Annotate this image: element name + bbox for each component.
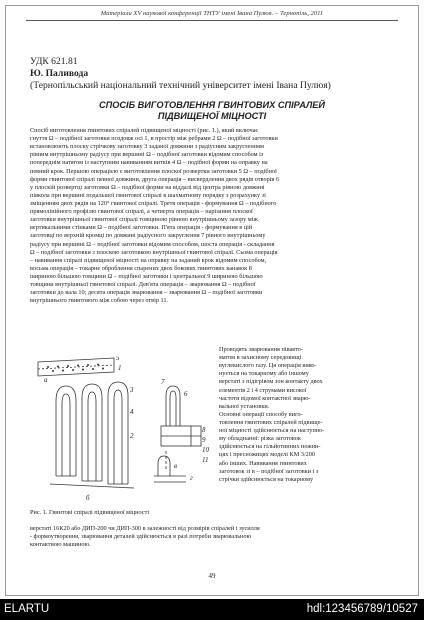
right-column-text (219, 346, 392, 484)
column-line: стрічки здійснюється на токарному (219, 475, 314, 483)
column-line: вальної установки. (219, 402, 270, 410)
running-header: Матеріали XV наукової конференції ТНТУ імені Івана Пулюя. – Тернопіль, 2011 (100, 10, 324, 17)
figure-panel-b (50, 382, 134, 488)
body-line: – навивання спіралі підвищеної міцності на оправку на заданий крок відомим способом, (30, 256, 267, 264)
article-title (36, 100, 388, 122)
body-line: гнуття Ω – подібної заготовки поздовж осі 1, в простір між ребрами 2 Ω – подібної заготовки (30, 135, 278, 143)
body-line: шириною більшою товщини Ω – подібної заготовки і центральної 9 шириною більшою (30, 272, 263, 280)
column-line: елементів 2 і 4 струмами високої (219, 386, 307, 394)
column-line: здійснюється на гільйотинних ножни- (219, 443, 321, 451)
author-affiliation: (Тернопільський національний технічний університет імені Івана Пулюя) (30, 80, 331, 91)
body-line: попереднім натягом із наступним навиванням витків 4 Ω – подібної форми на оправку на (30, 159, 268, 167)
body-line: прямолінійного профілю гвинтової спіралі, а четверта операція – нарізання плоскої (30, 208, 253, 216)
body-line: заготовці по верхній кромці по довжині радіусного закруглення 7 рівного внутрішньому (30, 232, 266, 240)
header-rule (26, 20, 398, 21)
body-line: зміщенням двох рядів на 120° гвинтової спіралі. Третя операція - формування Ω – подібного (30, 199, 277, 207)
column-line: вуглекислого газу. Ця операція вико- (219, 362, 317, 370)
title-line-1: СПОСІБ ВИГОТОВЛЕННЯ ГВИНТОВИХ СПІРАЛЕЙ (99, 100, 325, 110)
fig-label-7: 7 (161, 378, 165, 386)
column-line: матом в захисному середовищі (219, 354, 302, 362)
column-line: Основні операції способу виго- (219, 410, 303, 418)
body-text (30, 127, 392, 305)
figure-panel-a (38, 358, 114, 376)
title-line-2: ПІДВИЩЕНОЇ МІЦНОСТІ (157, 111, 267, 121)
body-line: внутрішнього гвинтового між собою через отвір 11. (30, 297, 169, 305)
page-number: 49 (208, 572, 216, 580)
fig-label-1: 1 (118, 364, 122, 372)
fig-label-b: б (86, 494, 90, 502)
column-line: заготовок зі в – подібної заготовки і з (219, 467, 319, 475)
body-line: певний крок. Першою операцією є виготовлення плоскої розвертки заготовки 5 Ω – подібної (30, 167, 277, 175)
closing-text (30, 525, 392, 549)
fig-label-2: 2 (130, 432, 134, 440)
footer-repository-name: ELARTU (4, 603, 50, 615)
body-line: восьма операція – токарне оброблення спарених двох бокових гвинтових канавок 8 (30, 264, 252, 272)
column-line: або інших. Навивання гвинтових (219, 459, 307, 467)
body-line: Ω – подібної заготовки з плоскою заготовкою внутрішньої гвинтової спіралі. Сьома операція (30, 248, 278, 256)
fig-label-5: 5 (116, 356, 120, 362)
column-line: Проводять зварювання півавто- (219, 346, 303, 353)
fig-label-6: 6 (184, 390, 188, 398)
caption-line: Рис. 1. Гвинтові спіралі підвищеної міцності (30, 509, 150, 516)
udc-code: УДК 621.81 (30, 56, 78, 67)
body-line: заготовки до вала 10; десята операція зварювання – зварювання Ω – подібної заготовки (30, 289, 263, 297)
body-line: рівним внутрішньому радіусу при вершині Ω – подібної заготовки відомим способом із (30, 151, 264, 159)
author-name: Ю. Паливода (30, 68, 89, 79)
column-line: нується на токарному або іншому (219, 370, 309, 378)
body-line: у плоскій розвертці заготовки Ω – подібної форми на віддалі від центра рівною довжині (30, 183, 265, 191)
column-line: ної міцності здійснюється на наступно- (219, 427, 325, 435)
column-line: частоти відомої контактної зварю- (219, 394, 311, 402)
closing-line: контактною машиною. (30, 541, 91, 549)
repository-footer (0, 599, 424, 620)
fig-label-c: в (174, 462, 178, 470)
figure-spirals (26, 356, 216, 506)
figure-panel-c (161, 386, 201, 471)
fig-label-10: 10 (202, 446, 209, 454)
closing-line: верстаті 16К20 або ДИП-200 чи ДИП-300 в залежності від розмірів спіралей і зусилля (30, 525, 260, 532)
column-line: цях і пресножицях моделі КМ 3/200 (219, 451, 316, 459)
body-line: Спосіб виготовлення гвинтових спіралей підвищеної міцності (рис. 1.), який включає (30, 127, 259, 134)
closing-line: - формоутворення, зварювання деталей здійснюється в разі потреби зварювальною (30, 533, 252, 541)
fig-label-4: 4 (130, 408, 134, 416)
column-line: верстаті з підігрівом зон контакту двох (219, 378, 323, 386)
body-line: товщини внутрішньої гвинтової спіралі. Дев'ята операція – зварювання Ω – подібної (30, 281, 256, 289)
fig-label-3: 3 (130, 386, 134, 394)
fig-label-9: 9 (202, 436, 206, 444)
figure-panel-d (154, 456, 186, 482)
footer-handle: hdl:123456789/10527 (306, 603, 418, 615)
body-line: заготовки внутрішньої гвинтової спіралі товщиною рівною внутрішньому зазору між (30, 216, 258, 224)
fig-label-d: г (190, 474, 193, 482)
body-line: форми гвинтової спіралі певної довжини, друга операція – висвердлення двох рядів отворів 6 (30, 175, 280, 183)
fig-label-8: 8 (202, 426, 206, 434)
figure-caption (30, 509, 220, 517)
body-line: півкола при вершині подальшої гвинтової спіралі в шахматному порядку з розрахунку зі (30, 191, 266, 199)
column-line: му обладнанні: різка заготовок (219, 435, 301, 443)
body-line: вертикальними стінками Ω – подібної заготовки. П'ята операція - формування в цій (30, 224, 253, 232)
fig-label-a: а (44, 376, 48, 384)
fig-label-11: 11 (202, 456, 209, 464)
body-line: радіусу при вершині Ω – подібної заготовки відомим способом, шоста операція - складання (30, 240, 275, 248)
body-line: встановлюють плоску стрічкову заготовку 3 заданої довжини з радіусним закругленням (30, 143, 264, 151)
column-line: товлення гвинтових спіралей підвище- (219, 418, 323, 426)
document-page (5, 5, 419, 596)
